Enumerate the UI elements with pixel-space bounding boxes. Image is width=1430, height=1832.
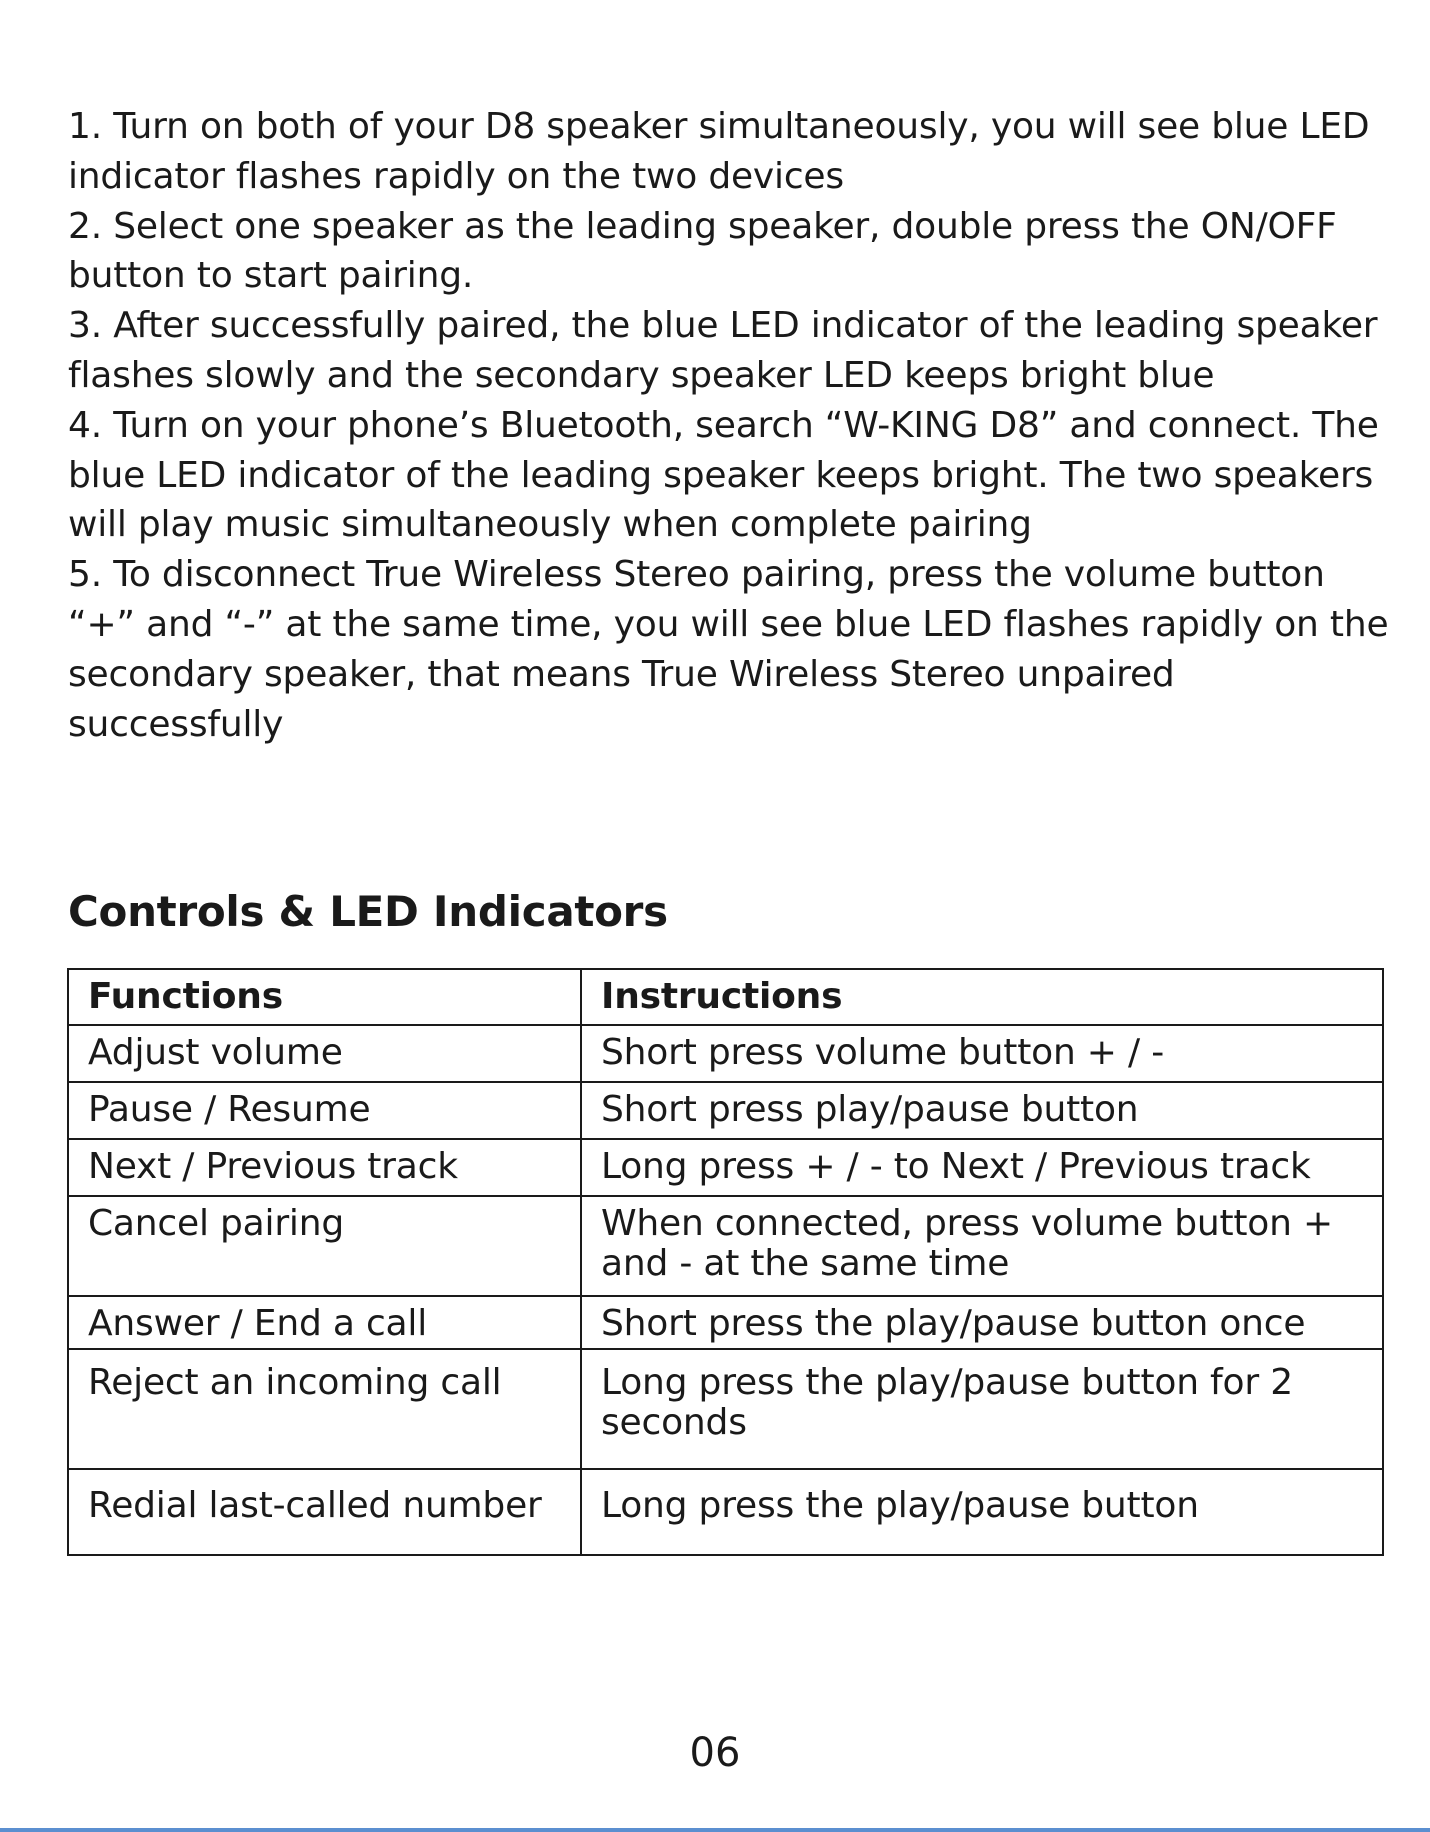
- instruction-cell: Short press the play/pause button once: [581, 1296, 1383, 1349]
- instruction-cell: Short press volume button + / -: [581, 1025, 1383, 1082]
- instruction-step-1: 1. Turn on both of your D8 speaker simultaneously, you will see blue LED indicator flashes rapidly on the two devices: [68, 106, 1370, 197]
- instruction-cell: When connected, press volume button + and - at the same time: [581, 1196, 1383, 1296]
- table-row: [68, 1082, 1383, 1139]
- function-cell: Answer / End a call: [68, 1296, 581, 1349]
- section-title: Controls & LED Indicators: [68, 887, 668, 936]
- instruction-cell: Short press play/pause button: [581, 1082, 1383, 1139]
- table-row: [68, 1296, 1383, 1349]
- function-cell: Adjust volume: [68, 1025, 581, 1082]
- instruction-cell: Long press + / - to Next / Previous track: [581, 1139, 1383, 1196]
- page-number: 06: [689, 1730, 741, 1776]
- table-header-row: [68, 969, 1383, 1025]
- instruction-step-2: 2. Select one speaker as the leading speaker, double press the ON/OFF button to start pairing.: [68, 205, 1337, 297]
- table-row: [68, 1349, 1383, 1469]
- instruction-cell: Long press the play/pause button: [581, 1469, 1383, 1555]
- instruction-step-5: 5. To disconnect True Wireless Stereo pairing, press the volume button “+” and “-” at the same time, you will see blue LED flashes rapidly on the secondary speaker, that means True Wireless Stereo unpaired successfully: [68, 554, 1389, 745]
- controls-table: [67, 968, 1384, 1556]
- function-cell: Next / Previous track: [68, 1139, 581, 1196]
- instruction-step-3: 3. After successfully paired, the blue LED indicator of the leading speaker flashes slowly and the secondary speaker LED keeps bright blue: [68, 305, 1378, 396]
- pairing-instructions: [68, 102, 1398, 749]
- page-bottom-rule: [0, 1828, 1430, 1832]
- table-row: [68, 1469, 1383, 1555]
- function-cell: Redial last-called number: [68, 1469, 581, 1555]
- function-cell: Reject an incoming call: [68, 1349, 581, 1469]
- function-cell: Pause / Resume: [68, 1082, 581, 1139]
- table-row: [68, 1025, 1383, 1082]
- table-row: [68, 1196, 1383, 1296]
- header-functions: Functions: [68, 969, 581, 1025]
- table-row: [68, 1139, 1383, 1196]
- instruction-cell: Long press the play/pause button for 2 seconds: [581, 1349, 1383, 1469]
- function-cell: Cancel pairing: [68, 1196, 581, 1296]
- header-instructions: Instructions: [581, 969, 1383, 1025]
- instruction-step-4: 4. Turn on your phone’s Bluetooth, search “W-KING D8” and connect. The blue LED indicator of the leading speaker keeps bright. The two speakers will play music simultaneously when complete pairing: [68, 404, 1379, 546]
